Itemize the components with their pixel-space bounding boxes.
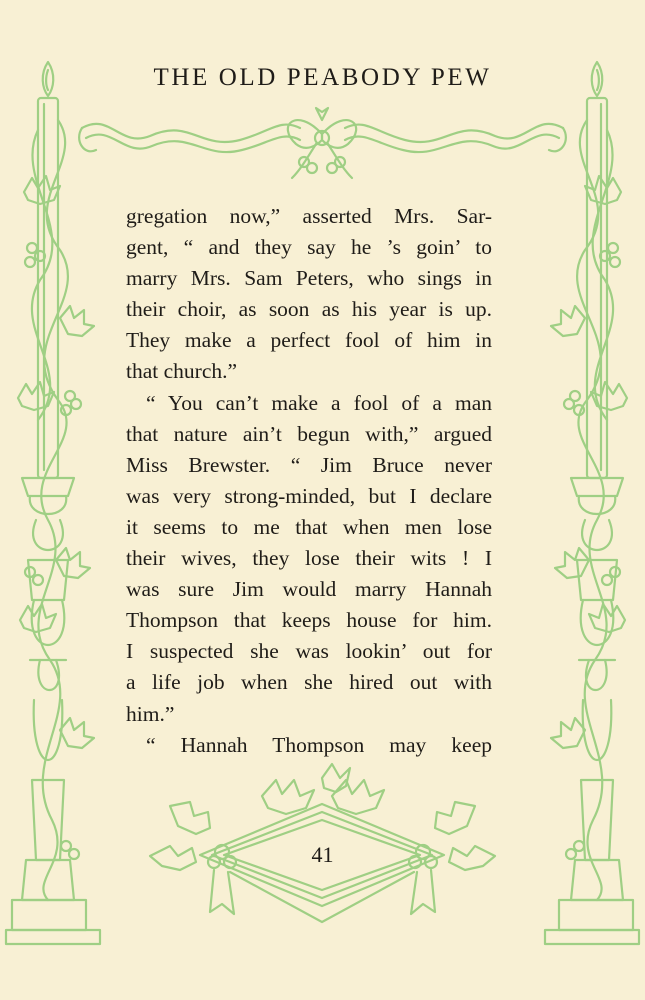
- text-line: was sure Jim would marry Hannah: [126, 577, 492, 602]
- text-line: “ You can’t make a fool of a man: [146, 390, 492, 415]
- text-line: a life job when she hired out with: [126, 670, 492, 695]
- text-line: gent, “ and they say he ’s goin’ to: [126, 235, 492, 260]
- page-number: 41: [311, 842, 334, 867]
- text-line: I suspected she was lookin’ out for: [126, 639, 492, 664]
- text-line: Thompson that keeps house for him.: [126, 608, 492, 633]
- text-line: him.”: [126, 701, 175, 726]
- text-line: gregation now,” asserted Mrs. Sar-: [126, 204, 492, 228]
- text-line: was very strong-minded, but I declare: [126, 483, 492, 508]
- text-line: that church.”: [126, 359, 238, 384]
- text-line: marry Mrs. Sam Peters, who sings in: [126, 266, 492, 291]
- text-line: “ Hannah Thompson may keep: [146, 732, 492, 757]
- text-line: that nature ain’t begun with,” argued: [126, 421, 492, 446]
- text-line: Miss Brewster. “ Jim Bruce never: [126, 452, 492, 477]
- text-line: They make a perfect fool of him in: [126, 328, 492, 353]
- top-ribbon-swag-ornament: [79, 108, 566, 178]
- text-line: their choir, as soon as his year is up.: [126, 297, 492, 322]
- running-title: THE OLD PEABODY PEW: [153, 64, 492, 91]
- left-candle-ornament: [6, 62, 100, 944]
- text-line: it seems to me that when men lose: [126, 514, 492, 539]
- right-candle-ornament: [545, 62, 639, 944]
- body-text: [126, 201, 492, 761]
- text-line: their wives, they lose their wits ! I: [126, 546, 492, 571]
